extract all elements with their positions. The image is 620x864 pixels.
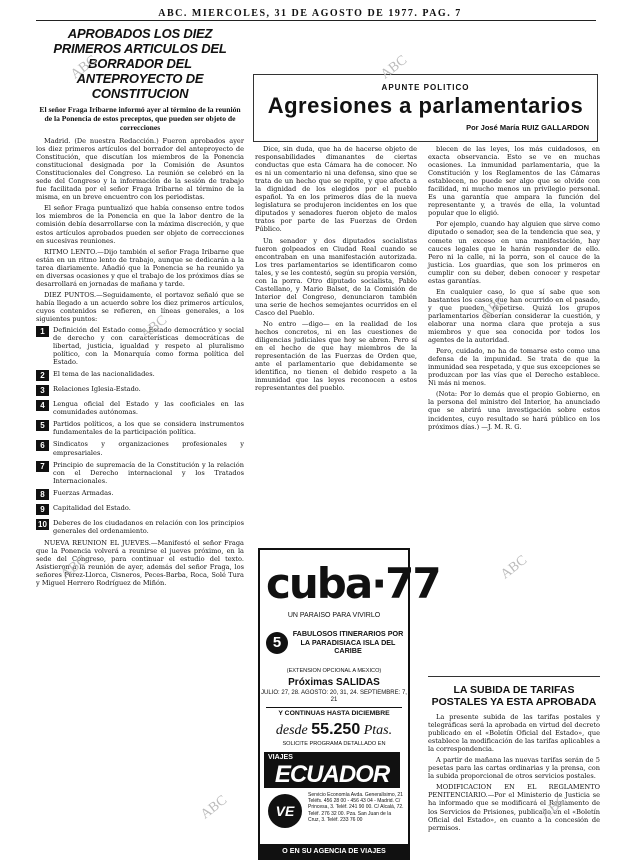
item-number: 2	[36, 370, 49, 381]
left-column	[36, 24, 244, 860]
item-text: Sindicatos y organizaciones profesionales y empresariales.	[53, 440, 244, 457]
ad-badge: 5	[266, 632, 288, 654]
ad-dates: JULIO: 27, 28. AGOSTO: 20, 31, 24. SEPTIEMBRE: 7, 21	[261, 690, 407, 704]
list-item	[36, 461, 244, 485]
ad-departures-title: Próximas SALIDAS	[288, 677, 380, 688]
ad-brand: cuba·77	[266, 559, 440, 608]
opinion-title: Agresiones a parlamentarios	[267, 93, 584, 118]
numbered-list	[36, 326, 244, 535]
item-number: 3	[36, 385, 49, 396]
paragraph: RITMO LENTO.—Dijo también el señor Fraga Iribarne que están en un ritmo lento de trabajo, aunque se dedicarán a la tarea diariamente. Añadió que la Ponencia se ha reunido ya en diversas ocasiones y que el trabajo de los próximos días se desarrollará en jornadas de mañana y tarde.	[36, 247, 244, 288]
list-item	[36, 370, 244, 381]
ad-footer: O EN SU AGENCIA DE VIAJES	[260, 844, 408, 858]
list-item	[36, 504, 244, 515]
paragraph: Dice, sin duda, que ha de hacerse objeto de responsabilidades dimanantes de ciertas conductas que esta Cámara ha de conocer. No es ni un comentario ni una defensa, sino que se trata de un hecho que se repite, y que afecta a la dignidad de los elegidos por el pueblo español. Ya en los primeros días de la nueva legislatura se produjeron incidentes en los que diputados y senadores fueron objeto de malos tratos por parte de las Fuerzas de Orden Público.	[255, 145, 417, 234]
paragraph: NUEVA REUNION EL JUEVES.—Manifestó el señor Fraga que la Ponencia volverá a reunirse el jueves próximo, en la sede del Congreso, para continuar el estudio del texto. Asistieron a la reunión de ayer, además del señor Fraga, los señores Pérez-Llorca, Cisneros, Peces-Barba, Roca, Solé Tura y Miguel Herrero Rodríguez de Miñón.	[36, 538, 244, 588]
paragraph: La presente subida de las tarifas postales y telegráficas será la aprobada en virtud del decreto publicado en el «Boletín Oficial del Estado», que establece la modificación de las tarifas aplicables a la correspondencia.	[428, 713, 600, 754]
item-text: Deberes de los ciudadanos en relación con los principios generales del ordenamiento.	[53, 518, 244, 535]
byline: Por José María RUIZ GALLARDON	[466, 123, 589, 132]
item-text: Fuerzas Armadas.	[53, 488, 114, 497]
price-prefix: desde	[275, 723, 308, 738]
watermark: ABC	[138, 312, 171, 343]
watermark: ABC	[498, 552, 531, 583]
watermark: ABC	[538, 792, 571, 823]
item-number: 9	[36, 504, 49, 515]
agency-label: VIAJES	[268, 754, 293, 761]
item-number: 7	[36, 461, 49, 472]
list-item	[36, 400, 244, 416]
ad-itineraries: FABULOSOS ITINERARIOS POR LA PARADISIACA ISLA DEL CARIBE	[292, 629, 404, 656]
agency-address: Servicio Economía Avda. Generalísimo, 21 Teléfs. 456 28 00 - 456 43 04 - Madrid. C/ Princesa, 3. Teléf. 241 90 00. C/ Alcalá, 72. Teléf. 276 32 00. Pza. San Juan de la Cruz, 3. Teléf. 233 76 00	[308, 792, 404, 823]
item-text: Definición del Estado como Estado democrático y social de derecho y con características democráticas de libertad, justicia, igualdad y respeto al pluralismo político, con la Monarquía como forma política del Estado.	[53, 326, 244, 367]
ad-tagline: UN PARAISO PARA VIVIRLO	[287, 612, 381, 619]
item-number: 8	[36, 489, 49, 500]
paragraph: A partir de mañana las nuevas tarifas serán de 5 pesetas para las cartas ordinarias y la prensa, con la subida proporcional de otros servicios postales.	[428, 756, 600, 781]
item-text: Lengua oficial del Estado y las cooficiales en las comunidades autónomas.	[53, 400, 244, 417]
travel-advertisement	[258, 548, 440, 860]
paragraph: MODIFICACION EN EL REGLAMENTO PENITENCIARIO.—Por el Ministerio de Justicia se ha informado que se modificará el Reglamento de los Servicios de Prisiones, publicado en el «Boletín Oficial del Estado», en cuanto a la concesión de permisos.	[428, 783, 600, 832]
watermark: ABC	[68, 52, 101, 83]
item-number: 1	[36, 326, 49, 337]
article-subhead: El señor Fraga Iribarne informó ayer al término de la reunión de la Ponencia de estos preceptos, que pueden ser objeto de correcciones	[39, 105, 241, 132]
item-number: 4	[36, 400, 49, 411]
article-title: LA SUBIDA DE TARIFAS POSTALES YA ESTA APROBADA	[431, 684, 597, 708]
opinion-column-1	[255, 145, 417, 533]
paragraph: DIEZ PUNTOS.—Seguidamente, el portavoz señaló que se había llegado a un acuerdo sobre los diez primeros artículos, cuyos contenidos se refieren, en líneas generales, a los siguientes puntos:	[36, 290, 244, 323]
list-item	[36, 489, 244, 500]
item-text: Partidos políticos, a los que se considera instrumentos fundamentales de la participación política.	[53, 420, 244, 437]
item-text: Capitalidad del Estado.	[53, 503, 131, 512]
postal-article	[428, 684, 600, 860]
ad-request: SOLICITE PROGRAMA DETALLADO EN	[282, 741, 386, 747]
agency-banner	[264, 752, 400, 788]
item-text: Relaciones Iglesia-Estado.	[53, 385, 141, 394]
section-divider	[428, 676, 600, 677]
paragraph: No entro —digo— en la realidad de los hechos concretos, ni en las cuestiones de diligencias judiciales que hoy se abren. Pero sí en el hecho de que hay miembros de la representación de las Fuerzas de Orden que, ante el parlamentario que debidamente se identifica, no tienen el debido respeto a la inmunidad que las leyes reconocen a estos representantes del pueblo.	[255, 319, 417, 393]
paragraph: blecen de las leyes, los más cuidadosos, en exacta observancia. Esto se ve en muchas ocasiones. La inmunidad parlamentaria, que la Constitución y los Reglamentos de las Cámaras establecen, no puede ser algo que se olvide con facilidad, ni mucho menos un privilegio personal. Es una garantía que ampara la función del representante y, a través de ella, la voluntad popular que lo eligió.	[428, 145, 600, 218]
item-number: 10	[36, 519, 49, 530]
paragraph: Un senador y dos diputados socialistas fueron golpeados en Ciudad Real cuando se encontraban en una manifestación autorizada. Los tres parlamentarios se identificaron como tales, y se les contestó, según su propia versión, con la porra. Otro diputado socialista, Pablo Castellano, y Mario Balset, de la Comisión de Interior del Congreso, denunciaron también una serie de hechos semejantes ocurridos en el Casco del Pueblo.	[255, 236, 417, 317]
watermark: ABC	[378, 52, 411, 83]
item-text: El tema de las nacionalidades.	[53, 370, 155, 379]
paragraph: En cualquier caso, lo que sí sabe que son bastantes los casos que han ocurrido en el pasado, y que pueden repetirse. Quizá los grupos parlamentarios deberían considerar la cuestión, y elaborar una norma clara que proteja a sus miembros y que sea conocida por todos los agentes de la autoridad.	[428, 287, 600, 345]
list-item	[36, 385, 244, 396]
agency-logo: VE	[268, 794, 302, 828]
article-headline: APROBADOS LOS DIEZ PRIMEROS ARTICULOS DEL BORRADOR DEL ANTEPROYECTO DE CONSTITUCION	[53, 26, 227, 101]
paragraph: Madrid. (De nuestra Redacción.) Fueron aprobados ayer los diez primeros artículos del borrador del anteproyecto de Constitución, que discutían los miembros de la Ponencia constitucional designada por la Comisión de Asuntos Constitucionales del Congreso. La reunión se celebró en la sede del Congreso y la información de la sesión de trabajo fue facilitada por el señor Fraga Iribarne al término de la misma, en un breve encuentro con los periodistas.	[36, 137, 244, 202]
opinion-header-box	[253, 74, 598, 142]
watermark: ABC	[58, 552, 91, 583]
ad-price	[260, 721, 408, 739]
list-item	[36, 440, 244, 456]
paragraph: El señor Fraga puntualizó que había consenso entre todos los miembros de la Ponencia en que la labor dentro de la comisión debía desarrollarse con la máxima discreción, y que estos artículos aprobados pueden ser objeto de correcciones en sucesivas reuniones.	[36, 204, 244, 245]
section-label: APUNTE POLITICO	[381, 83, 470, 92]
paragraph: Por ejemplo, cuando hay alguien que sirve como diputado o senador, sea de la tendencia que sea, y comete un exceso en una manifestación, hay cauces legales que le harán responder de ello. Pero ni la calle, ni la porra, son el cauce de la justicia. Los guardias, que son los primeros en cumplir con su deber, deben conocer y respetar estas garantías.	[428, 220, 600, 285]
watermark: ABC	[478, 292, 511, 323]
paragraph: Pero, cuidado, no ha de tomarse esto como una defensa de la impunidad. Se trata de que la inmunidad sea respetada, y que sus excepciones se produzcan por las vías que el Derecho establece. Ni más ni menos.	[428, 347, 600, 388]
watermark: ABC	[198, 792, 231, 823]
list-item	[36, 326, 244, 366]
page-header: ABC. MIERCOLES, 31 DE AGOSTO DE 1977. PAG. 7	[158, 8, 462, 19]
list-item	[36, 420, 244, 436]
ad-extension: (EXTENSION OPCIONAL A MEXICO)	[286, 668, 382, 674]
agency-name: ECUADOR	[274, 761, 390, 788]
price-unit: Ptas.	[363, 723, 393, 738]
header-rule	[36, 20, 596, 21]
ad-continue: Y CONTINUAS HASTA DICIEMBRE	[278, 710, 390, 717]
opinion-column-2	[428, 145, 600, 670]
item-number: 6	[36, 440, 49, 451]
paragraph: (Nota: Por lo demás que el propio Gobierno, en la persona del ministro del Interior, ha anunciado que se abrirá una investigación sobre estos incidentes, cuyo resultado se hará público en los próximos días.) —J. M. R. G.	[428, 390, 600, 431]
price-value: 55.250	[311, 721, 361, 738]
list-item	[36, 519, 244, 535]
item-text: Principio de supremacía de la Constitución y la relación con el Derecho internacional y los Tratados Internacionales.	[53, 460, 244, 485]
item-number: 5	[36, 420, 49, 431]
ad-divider	[266, 707, 402, 708]
